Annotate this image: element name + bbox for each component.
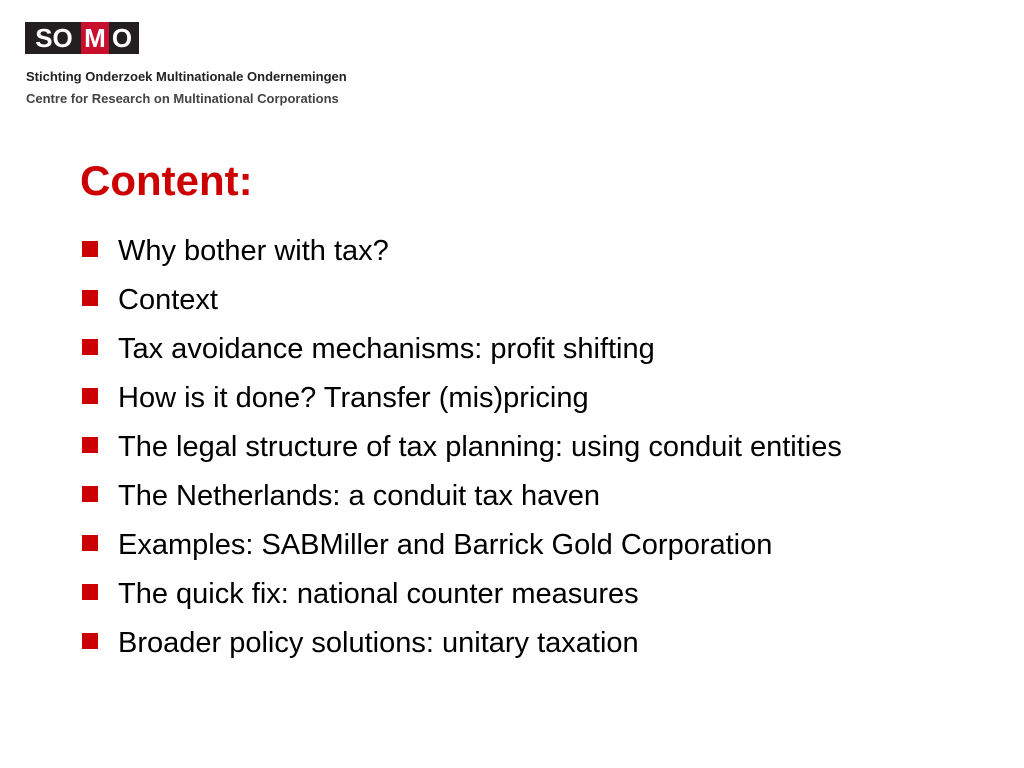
bullet-text: Tax avoidance mechanisms: profit shifting: [118, 333, 655, 365]
square-bullet-icon: [82, 241, 98, 257]
somo-logo: [25, 22, 139, 54]
square-bullet-icon: [82, 437, 98, 453]
bullet-text: Examples: SABMiller and Barrick Gold Corporation: [118, 529, 773, 561]
bullet-text: The Netherlands: a conduit tax haven: [118, 480, 601, 512]
organization-name-english: Centre for Research on Multinational Corporations: [26, 91, 339, 106]
square-bullet-icon: [82, 486, 98, 502]
bullet-item-netherlands: [82, 475, 982, 517]
square-bullet-icon: [82, 339, 98, 355]
square-bullet-icon: [82, 290, 98, 306]
bullet-item-quick-fix: [82, 573, 982, 615]
slide-title: Content:: [80, 157, 253, 204]
bullet-text: The quick fix: national counter measures: [118, 578, 639, 610]
bullet-item-transfer-pricing: [82, 377, 982, 419]
bullet-item-examples: [82, 524, 982, 566]
bullet-item-profit-shifting: [82, 328, 982, 370]
organization-name-dutch: Stichting Onderzoek Multinationale Ondernemingen: [26, 69, 347, 84]
bullet-text: The legal structure of tax planning: using conduit entities: [118, 431, 842, 463]
bullet-item-legal-structure: [82, 426, 982, 468]
logo-part-o: O: [109, 22, 139, 54]
bullet-item-context: [82, 279, 982, 321]
square-bullet-icon: [82, 633, 98, 649]
bullet-text: How is it done? Transfer (mis)pricing: [118, 382, 589, 414]
bullet-text: Why bother with tax?: [118, 235, 389, 267]
content-bullet-list: [82, 230, 982, 671]
logo-part-so: SO: [25, 22, 81, 54]
bullet-text: Context: [118, 284, 218, 316]
square-bullet-icon: [82, 388, 98, 404]
bullet-item-policy-solutions: [82, 622, 982, 664]
logo-part-m: M: [81, 22, 109, 54]
square-bullet-icon: [82, 535, 98, 551]
bullet-item-why-tax: [82, 230, 982, 272]
square-bullet-icon: [82, 584, 98, 600]
bullet-text: Broader policy solutions: unitary taxation: [118, 627, 639, 659]
